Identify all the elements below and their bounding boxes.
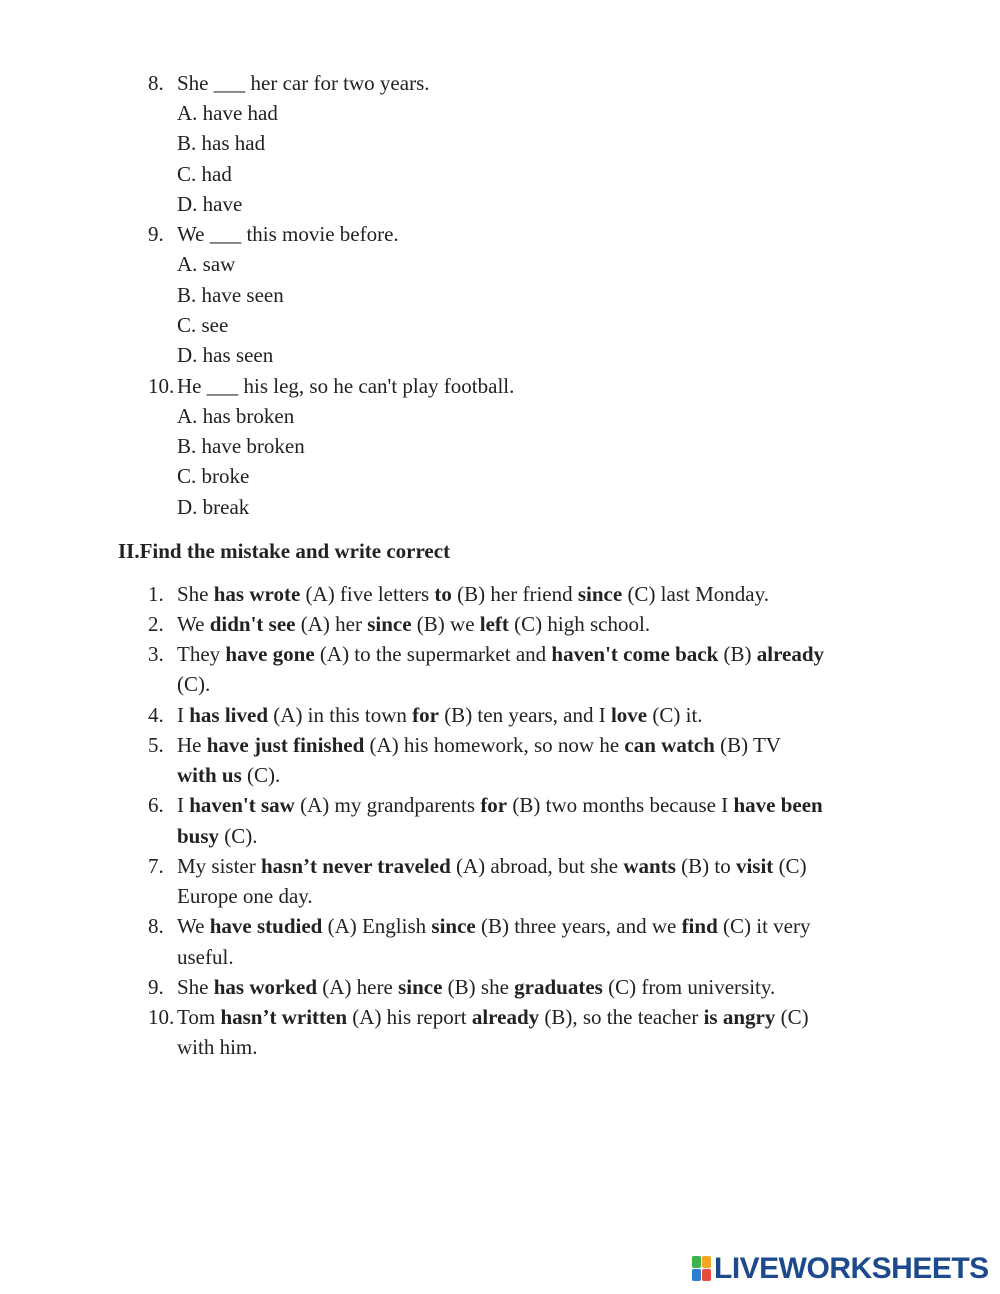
text-segment: (B) two months because I [507, 793, 734, 817]
text-segment: (A) five letters [300, 582, 435, 606]
item-line [177, 851, 807, 881]
text-segment: useful. [177, 945, 234, 969]
item-line [177, 1032, 258, 1062]
text-segment: (C). [177, 672, 211, 696]
text-segment: (A) abroad, but she [450, 854, 624, 878]
bold-phrase[interactable]: with us [177, 763, 242, 787]
text-segment: (A) his homework, so now he [364, 733, 625, 757]
item-number: 7. [148, 854, 164, 878]
text-segment: (C) it. [647, 703, 703, 727]
bold-phrase[interactable]: is angry [703, 1005, 776, 1029]
text-segment: (C) high school. [508, 612, 651, 636]
text-segment: Europe one day. [177, 884, 313, 908]
item-line [177, 1002, 809, 1032]
item-line [177, 700, 703, 730]
logo-icon [692, 1256, 712, 1282]
item-number: 1. [148, 582, 164, 606]
question-number: 10. [148, 374, 175, 398]
bold-phrase[interactable]: didn't see [209, 612, 296, 636]
bold-phrase[interactable]: love [610, 703, 648, 727]
text-segment: (B) TV [714, 733, 781, 757]
bold-phrase[interactable]: haven't saw [189, 793, 295, 817]
text-segment: Tom [177, 1005, 221, 1029]
item-line [177, 609, 650, 639]
item-number: 8. [148, 914, 164, 938]
text-segment: She [177, 582, 214, 606]
text-segment: (B) she [442, 975, 515, 999]
item-line [177, 911, 810, 941]
item-number: 2. [148, 612, 164, 636]
bold-phrase[interactable]: visit [735, 854, 774, 878]
option-c[interactable]: C. broke [177, 464, 250, 488]
bold-phrase[interactable]: since [431, 914, 476, 938]
text-segment: I [177, 703, 190, 727]
bold-phrase[interactable]: busy [177, 824, 220, 848]
bold-phrase[interactable]: wants [623, 854, 676, 878]
text-segment: (A) my grandparents [294, 793, 481, 817]
bold-phrase[interactable]: already [756, 642, 825, 666]
option-b[interactable]: B. have broken [177, 434, 305, 458]
text-segment: (C) from university. [602, 975, 776, 999]
text-segment: We [177, 612, 210, 636]
option-d[interactable]: D. have [177, 192, 243, 216]
text-segment: She [177, 975, 214, 999]
text-segment: I [177, 793, 190, 817]
bold-phrase[interactable]: has worked [213, 975, 318, 999]
text-segment: (B) ten years, and I [438, 703, 611, 727]
text-segment: (B) we [411, 612, 480, 636]
text-segment: (C). [219, 824, 258, 848]
bold-phrase[interactable]: have just finished [206, 733, 365, 757]
text-segment: (A) here [317, 975, 399, 999]
text-segment: (C) [775, 1005, 809, 1029]
bold-phrase[interactable]: hasn’t written [220, 1005, 348, 1029]
item-number: 3. [148, 642, 164, 666]
option-a[interactable]: A. have had [177, 101, 278, 125]
brand-name: LIVEWORKSHEETS [714, 1252, 989, 1285]
text-segment: (B) to [675, 854, 736, 878]
question-text: She ___ her car for two years. [177, 71, 430, 95]
text-segment: with him. [177, 1035, 258, 1059]
question-text: We ___ this movie before. [177, 222, 399, 246]
option-a[interactable]: A. saw [177, 252, 236, 276]
option-c[interactable]: C. had [177, 162, 232, 186]
bold-phrase[interactable]: have studied [209, 914, 323, 938]
option-b[interactable]: B. has had [177, 131, 266, 155]
item-number: 4. [148, 703, 164, 727]
option-d[interactable]: D. break [177, 495, 250, 519]
text-segment: We [177, 914, 210, 938]
text-segment: (A) her [295, 612, 368, 636]
item-line [177, 760, 280, 790]
question-text: He ___ his leg, so he can't play football. [177, 374, 515, 398]
item-line [177, 942, 234, 972]
item-number: 6. [148, 793, 164, 817]
text-segment: He [177, 733, 207, 757]
bold-phrase[interactable]: have gone [225, 642, 315, 666]
question-number: 8. [148, 71, 164, 95]
text-segment: (B) [718, 642, 757, 666]
bold-phrase[interactable]: since [577, 582, 623, 606]
item-line [177, 730, 781, 760]
text-segment: They [177, 642, 226, 666]
bold-phrase[interactable]: haven't come back [551, 642, 719, 666]
item-number: 10. [148, 1005, 175, 1029]
item-number: 9. [148, 975, 164, 999]
text-segment: (C) it very [717, 914, 811, 938]
text-segment: (C) last Monday. [622, 582, 769, 606]
text-segment: (A) his report [347, 1005, 472, 1029]
text-segment: (A) in this town [268, 703, 413, 727]
item-line [177, 881, 313, 911]
text-segment: (A) to the supermarket and [314, 642, 552, 666]
text-segment: (B), so the teacher [539, 1005, 704, 1029]
item-line [177, 579, 769, 609]
item-line [177, 669, 210, 699]
liveworksheets-logo [692, 1252, 989, 1286]
bold-phrase[interactable]: left [479, 612, 509, 636]
text-segment: (B) her friend [451, 582, 578, 606]
text-segment: My sister [177, 854, 261, 878]
text-segment: (A) English [322, 914, 432, 938]
bold-phrase[interactable]: to [434, 582, 452, 606]
bold-phrase[interactable]: has lived [189, 703, 269, 727]
bold-phrase[interactable]: have been [733, 793, 823, 817]
text-segment: (B) three years, and we [475, 914, 682, 938]
option-c[interactable]: C. see [177, 313, 229, 337]
bold-phrase[interactable]: already [471, 1005, 540, 1029]
section-title: II.Find the mistake and write correct [118, 539, 451, 563]
text-segment: (C). [241, 763, 281, 787]
item-line [177, 972, 775, 1002]
item-line [177, 790, 823, 820]
bold-phrase[interactable]: find [681, 914, 718, 938]
bold-phrase[interactable]: for [412, 703, 439, 727]
bold-phrase[interactable]: hasn’t never traveled [261, 854, 451, 878]
option-b[interactable]: B. have seen [177, 283, 284, 307]
item-line [177, 821, 258, 851]
text-segment: (C) [773, 854, 807, 878]
option-d[interactable]: D. has seen [177, 343, 274, 367]
bold-phrase[interactable]: since [367, 612, 412, 636]
bold-phrase[interactable]: has wrote [213, 582, 301, 606]
option-a[interactable]: A. has broken [177, 404, 295, 428]
bold-phrase[interactable]: for [480, 793, 508, 817]
bold-phrase[interactable]: since [398, 975, 443, 999]
item-line [177, 639, 824, 669]
bold-phrase[interactable]: can watch [624, 733, 715, 757]
bold-phrase[interactable]: graduates [514, 975, 603, 999]
item-number: 5. [148, 733, 164, 757]
question-number: 9. [148, 222, 164, 246]
